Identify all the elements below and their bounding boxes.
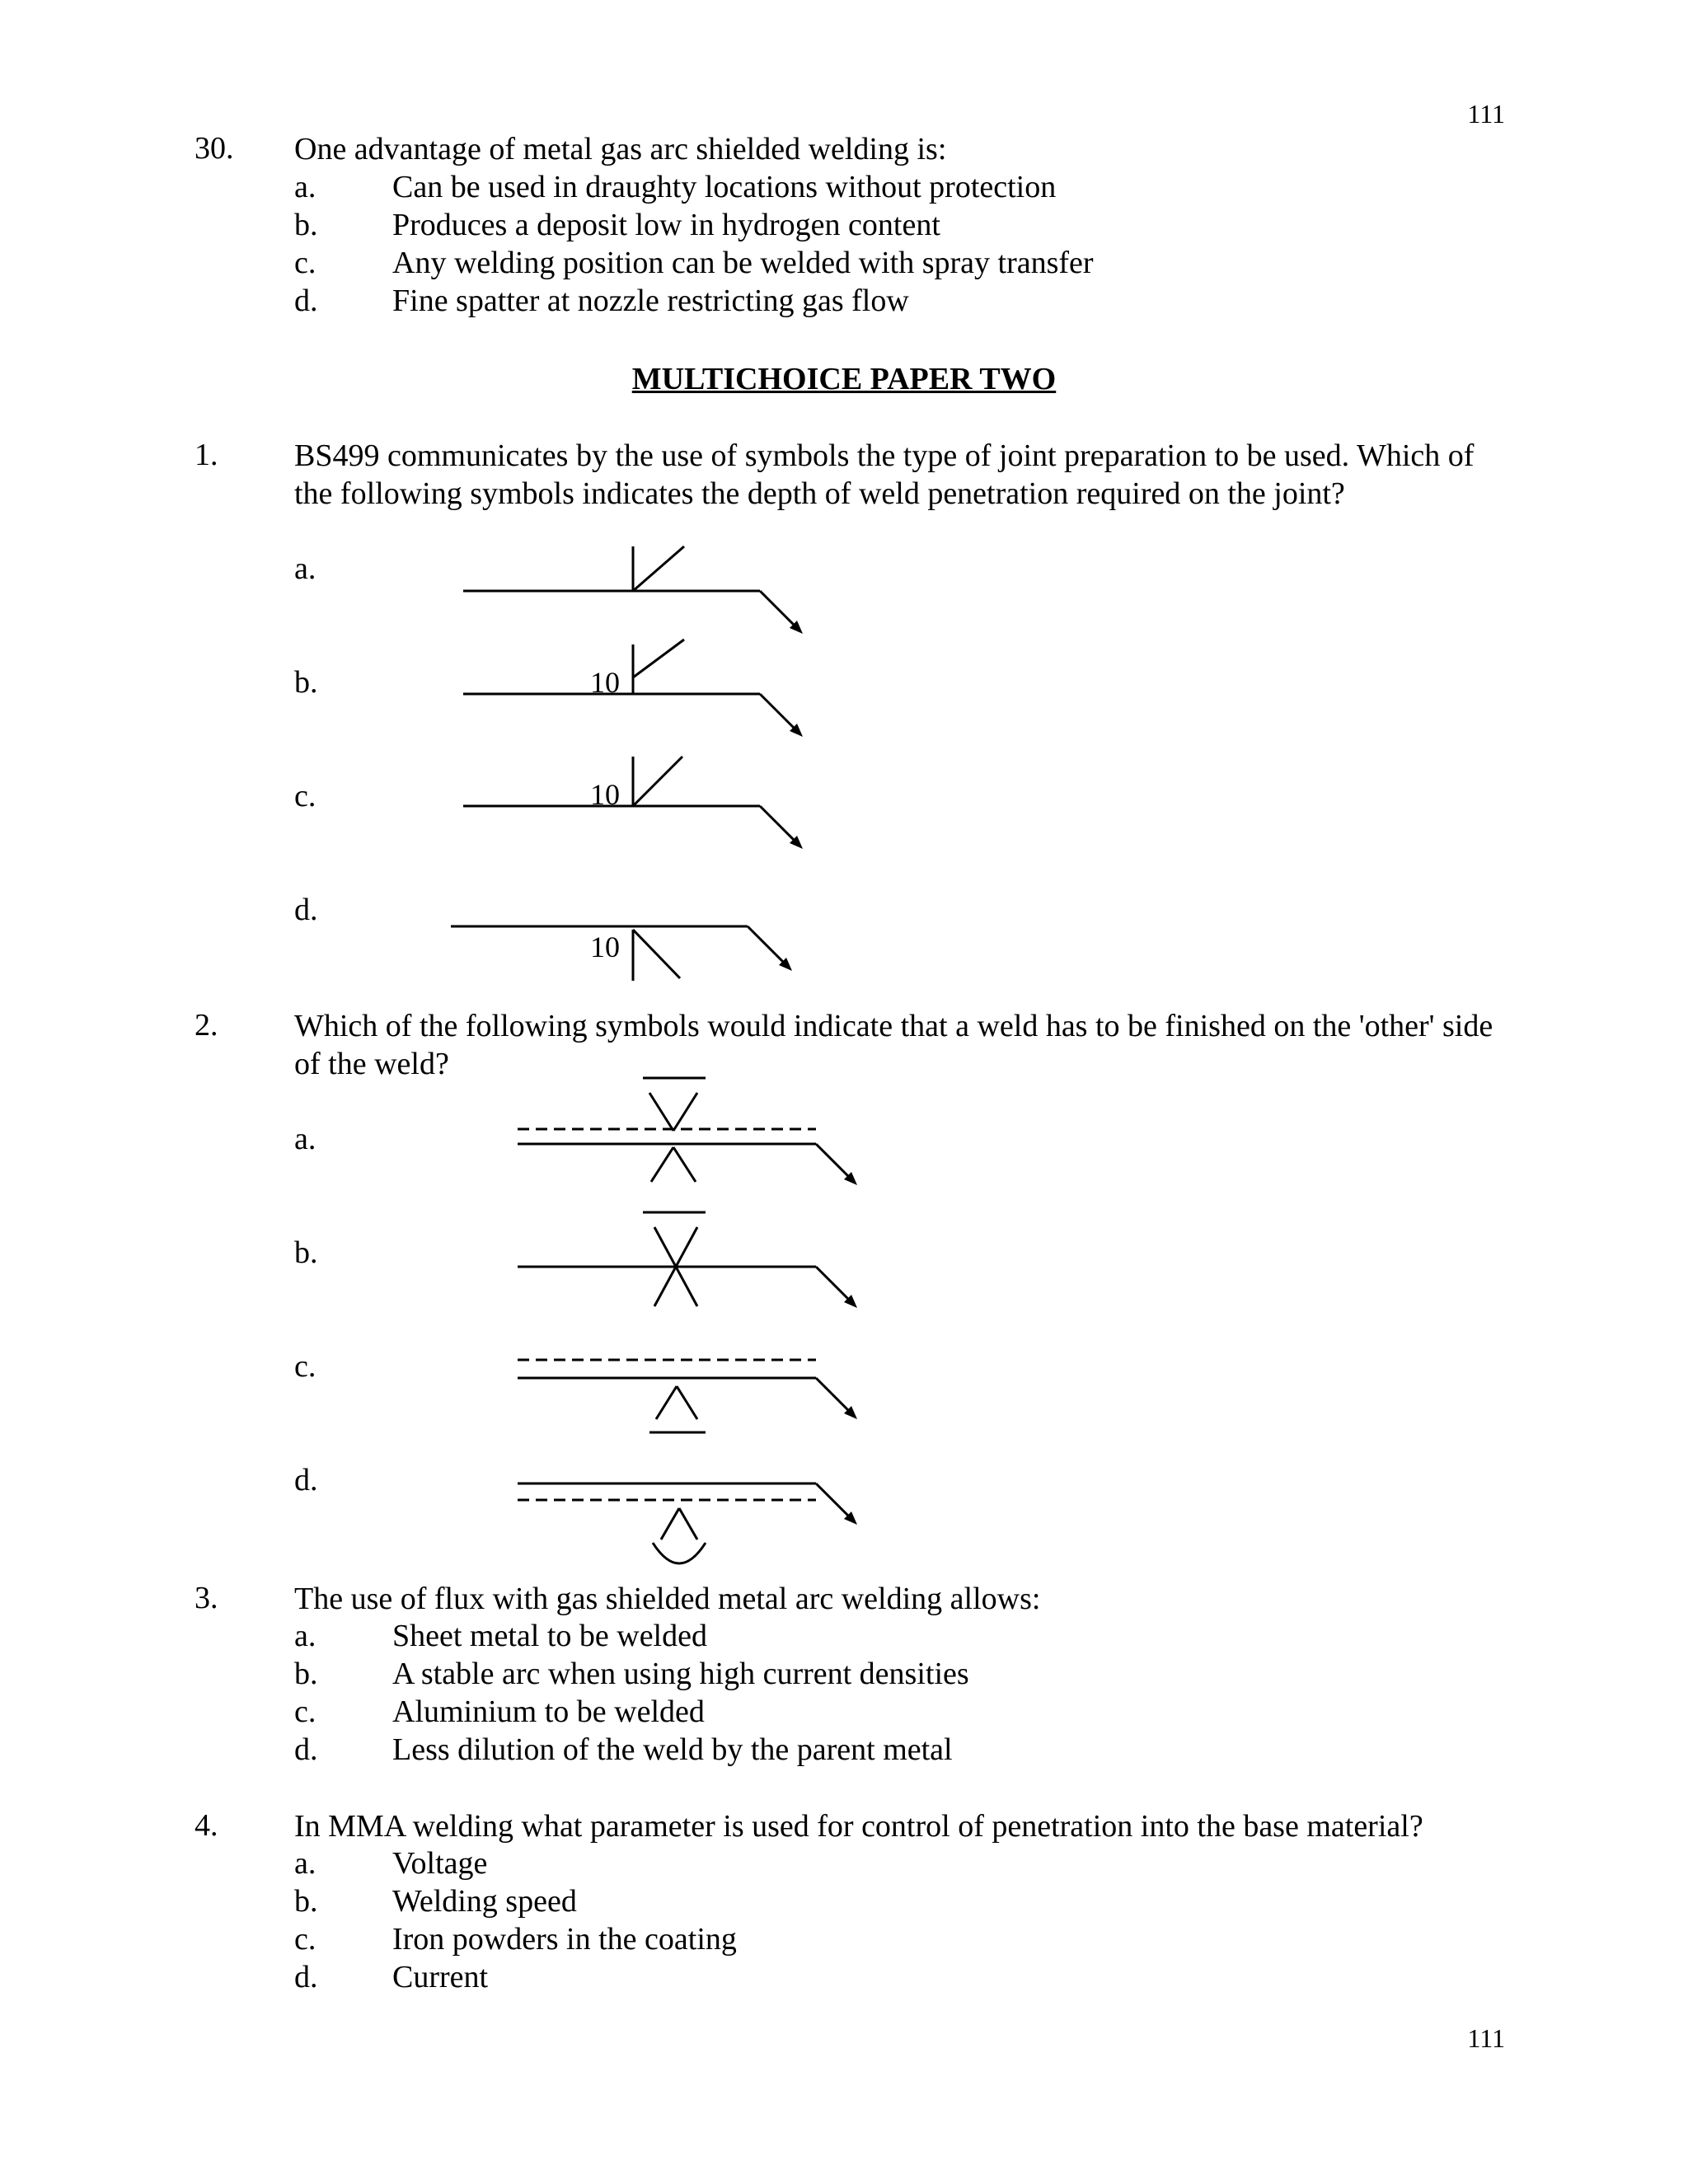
option-text: Current bbox=[392, 1960, 489, 1994]
option-text: Sheet metal to be welded bbox=[392, 1619, 707, 1653]
option-letter: c. bbox=[294, 1694, 316, 1729]
dimension-label: 10 bbox=[590, 930, 620, 963]
weld-symbol-1b bbox=[462, 636, 824, 743]
weld-symbol-1c bbox=[462, 754, 824, 861]
weld-symbol-2b bbox=[511, 1207, 874, 1319]
option-text: Less dilution of the weld by the parent metal bbox=[392, 1732, 953, 1767]
option-letter: d. bbox=[294, 893, 318, 927]
option-letter: d. bbox=[294, 284, 318, 318]
option-letter: d. bbox=[294, 1732, 318, 1767]
option-text: Aluminium to be welded bbox=[392, 1694, 705, 1729]
weld-symbol-1d bbox=[449, 923, 812, 989]
question-number: 30. bbox=[195, 131, 234, 166]
option-letter: c. bbox=[294, 246, 316, 280]
option-letter: a. bbox=[294, 551, 316, 586]
option-letter: b. bbox=[294, 665, 318, 700]
question-number: 2. bbox=[195, 1008, 218, 1043]
dimension-label: 10 bbox=[590, 666, 620, 699]
dimension-label: 10 bbox=[590, 778, 620, 811]
question-stem: BS499 communicates by the use of symbols the type of joint preparation to be used. Which of the following symbols indicates the depth of weld penetration required on the joint? bbox=[294, 438, 1475, 511]
option-letter: a. bbox=[294, 170, 316, 204]
option-letter: b. bbox=[294, 1657, 318, 1691]
section-heading: MULTICHOICE PAPER TWO bbox=[631, 362, 1057, 396]
weld-symbol-2d bbox=[511, 1475, 874, 1582]
option-text: Any welding position can be welded with spray transfer bbox=[392, 246, 1094, 280]
option-letter: a. bbox=[294, 1122, 316, 1156]
page-number-top: 111 bbox=[1467, 99, 1505, 129]
option-text: Welding speed bbox=[392, 1884, 577, 1919]
option-text: Can be used in draughty locations without protection bbox=[392, 170, 1057, 204]
option-letter: c. bbox=[294, 779, 316, 813]
option-letter: a. bbox=[294, 1619, 316, 1653]
weld-symbol-1a bbox=[462, 540, 824, 639]
question-number: 1. bbox=[195, 438, 218, 472]
question-number: 4. bbox=[195, 1808, 218, 1843]
weld-symbol-2a bbox=[511, 1071, 874, 1203]
question-stem: In MMA welding what parameter is used for control of penetration into the base material? bbox=[294, 1809, 1423, 1844]
option-text: Voltage bbox=[392, 1846, 488, 1881]
question-stem: The use of flux with gas shielded metal arc welding allows: bbox=[294, 1582, 1041, 1616]
option-letter: c. bbox=[294, 1922, 316, 1957]
question-stem: Which of the following symbols would indicate that a weld has to be finished on the 'other' side of the weld? bbox=[294, 1009, 1493, 1081]
weld-symbol-2c bbox=[511, 1352, 874, 1442]
option-text: Iron powders in the coating bbox=[392, 1922, 737, 1957]
option-letter: b. bbox=[294, 208, 318, 242]
question-number: 3. bbox=[195, 1581, 218, 1615]
option-letter: d. bbox=[294, 1463, 318, 1497]
option-text: Fine spatter at nozzle restricting gas flow bbox=[392, 284, 909, 318]
option-text: Produces a deposit low in hydrogen content bbox=[392, 208, 940, 242]
option-letter: a. bbox=[294, 1846, 316, 1881]
page-number-bottom: 111 bbox=[1467, 2023, 1505, 2053]
question-stem: One advantage of metal gas arc shielded welding is: bbox=[294, 132, 947, 166]
option-letter: d. bbox=[294, 1960, 318, 1994]
option-letter: c. bbox=[294, 1349, 316, 1384]
option-letter: b. bbox=[294, 1235, 318, 1270]
option-letter: b. bbox=[294, 1884, 318, 1919]
option-text: A stable arc when using high current densities bbox=[392, 1657, 969, 1691]
